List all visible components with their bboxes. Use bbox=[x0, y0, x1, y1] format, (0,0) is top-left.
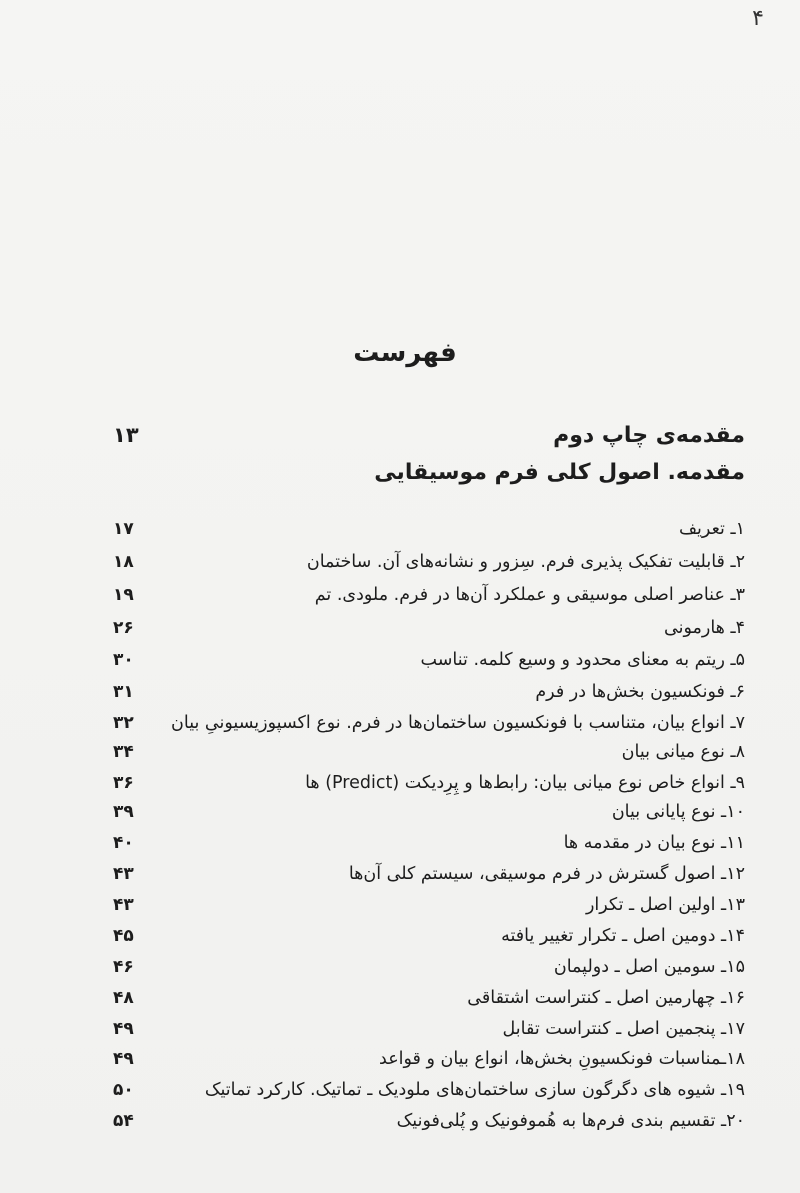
toc-entry bbox=[115, 552, 745, 572]
toc-entry-text: ۲ـ قابلیت تفکیک پذیری فرم. سِزور و نشانه‌های آن. ساختمان bbox=[306, 552, 745, 572]
toc-entry bbox=[115, 864, 745, 884]
toc-entry bbox=[115, 988, 745, 1008]
toc-entry-text: ۴ـ هارمونی bbox=[664, 618, 745, 638]
toc-entry-page: ۳۹ bbox=[113, 802, 134, 822]
toc-entry bbox=[115, 957, 745, 977]
toc-entry bbox=[115, 742, 745, 762]
page-number: ۴ bbox=[752, 6, 764, 31]
toc-entry-text: ۱۳ـ اولین اصل ـ تکرار bbox=[585, 895, 745, 915]
toc-entry-page: ۳۴ bbox=[113, 742, 134, 762]
toc-entry bbox=[115, 1080, 745, 1100]
toc-entry-page: ۳۰ bbox=[113, 650, 134, 670]
toc-entry-text: ۹ـ انواع خاص نوع میانی بیان: رابط‌ها و پِرِدیکت (Predict) ها bbox=[305, 773, 745, 793]
toc-entry-text: ۳ـ عناصر اصلی موسیقی و عملکرد آن‌ها در فرم. ملودی. تم bbox=[314, 585, 745, 605]
toc-entry-page: ۲۶ bbox=[113, 618, 134, 638]
toc-entry-text: ۱۷ـ پنجمین اصل ـ کنتراست تقابل bbox=[502, 1019, 745, 1039]
toc-entry-text: ۲۰ـ تقسیم بندی فرم‌ها به هُموفونیک و پُلی‌فونیک bbox=[396, 1111, 745, 1131]
toc-entry-text: ۱۹ـ شیوه های دگرگون سازی ساختمان‌های ملودیک ـ تماتیک. کارکرد تماتیک bbox=[204, 1080, 745, 1100]
toc-entry-text: ۱۱ـ نوع بیان در مقدمه ها bbox=[563, 833, 745, 853]
toc-entry bbox=[115, 1111, 745, 1131]
toc-entry-page: ۴۶ bbox=[113, 957, 134, 977]
toc-heading bbox=[115, 460, 745, 485]
toc-heading-text: مقدمه. اصول کلی فرم موسیقایی bbox=[374, 460, 745, 485]
toc-entry-page: ۳۱ bbox=[113, 682, 134, 702]
toc-entry-text: ۱۸ـمناسبات فونکسیونِ بخش‌ها، انواع بیان و قواعد bbox=[379, 1049, 745, 1069]
toc-heading-text: مقدمه‌ی چاپ دوم bbox=[553, 423, 745, 448]
toc-entry bbox=[115, 1049, 745, 1069]
toc-entry-text: ۶ـ فونکسیون بخش‌ها در فرم bbox=[535, 682, 745, 702]
toc-entry bbox=[115, 895, 745, 915]
toc-entry-text: ۱۲ـ اصول گسترش در فرم موسیقی، سیستم کلی آن‌ها bbox=[348, 864, 745, 884]
toc-entry bbox=[115, 682, 745, 702]
toc-heading bbox=[115, 423, 745, 448]
toc-entry-text: ۱۶ـ چهارمین اصل ـ کنتراست اشتقاقی bbox=[467, 988, 745, 1008]
toc-entry-text: ۱۴ـ دومین اصل ـ تکرار تغییر یافته bbox=[501, 926, 745, 946]
toc-entry-page: ۴۰ bbox=[113, 833, 134, 853]
toc-entry-page: ۱۹ bbox=[113, 585, 134, 605]
toc-heading-page: ۱۳ bbox=[113, 423, 139, 447]
toc-entry bbox=[115, 773, 745, 793]
toc-entry-page: ۴۳ bbox=[113, 864, 134, 884]
toc-entry bbox=[115, 585, 745, 605]
toc-title: فهرست bbox=[353, 338, 457, 368]
toc-entry bbox=[115, 650, 745, 670]
toc-entry bbox=[115, 802, 745, 822]
toc-entry-page: ۵۰ bbox=[113, 1080, 134, 1100]
toc-entry-page: ۱۸ bbox=[113, 552, 134, 572]
toc-entry-page: ۳۲ bbox=[113, 713, 134, 733]
toc-entry-page: ۵۴ bbox=[113, 1111, 134, 1131]
toc-entry-text: ۱۰ـ نوع پایانی بیان bbox=[611, 802, 745, 822]
toc-entry-text: ۷ـ انواع بیان، متناسب با فونکسیون ساختمان‌ها در فرم. نوع اکسپوزیسیونیِ بیان bbox=[171, 713, 745, 733]
toc-entry-text: ۱۵ـ سومین اصل ـ دولپمان bbox=[553, 957, 745, 977]
toc-entry bbox=[115, 1019, 745, 1039]
toc-entry-page: ۳۶ bbox=[113, 773, 134, 793]
toc-entry-text: ۱ـ تعریف bbox=[678, 519, 745, 539]
toc-entry-page: ۴۹ bbox=[113, 1049, 134, 1069]
toc-entry-page: ۴۹ bbox=[113, 1019, 134, 1039]
toc-entry bbox=[115, 833, 745, 853]
toc-entry-page: ۴۳ bbox=[113, 895, 134, 915]
toc-entry-page: ۱۷ bbox=[113, 519, 134, 539]
toc-entry-text: ۵ـ ریتم به معنای محدود و وسیع کلمه. تناسب bbox=[420, 650, 745, 670]
toc-entry-text: ۸ـ نوع میانی بیان bbox=[621, 742, 745, 762]
toc-entry bbox=[115, 926, 745, 946]
toc-entry bbox=[115, 713, 745, 733]
toc-entry-page: ۴۵ bbox=[113, 926, 134, 946]
toc-entry-page: ۴۸ bbox=[113, 988, 134, 1008]
toc-entry bbox=[115, 519, 745, 539]
toc-entry bbox=[115, 618, 745, 638]
